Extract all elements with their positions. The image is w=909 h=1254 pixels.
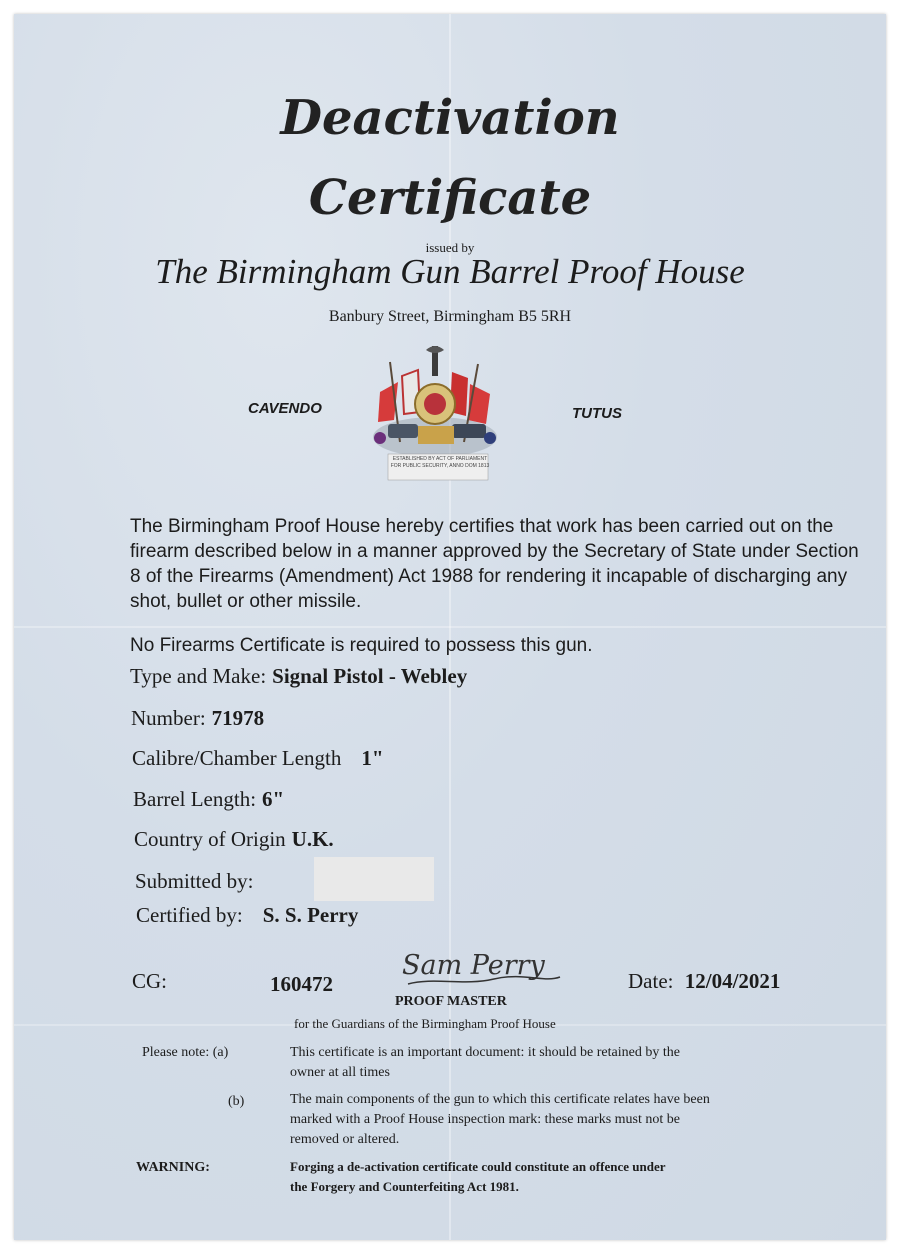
certified-by-field <box>136 903 358 928</box>
type-make-label: Type and Make: <box>130 664 267 688</box>
crest-banner-line: ESTABLISHED BY ACT OF PARLIAMENT <box>392 456 488 462</box>
warning-line: Forging a de-activation certificate could constitute an offence under <box>290 1159 666 1174</box>
fold-line-horizontal <box>14 626 886 628</box>
country-value: U.K. <box>291 827 334 851</box>
note-b-text <box>290 1090 710 1150</box>
submitted-by-field <box>135 869 253 894</box>
certified-by-label: Certified by: <box>136 903 243 927</box>
note-line: marked with a Proof House inspection mark: these marks must not be <box>290 1112 680 1127</box>
warning-label: WARNING: <box>136 1160 210 1175</box>
type-make-value: Signal Pistol - Webley <box>272 664 468 688</box>
note-line: removed or altered. <box>290 1132 400 1147</box>
submitted-by-label: Submitted by: <box>135 869 254 893</box>
certified-by-value: S. S. Perry <box>262 903 359 927</box>
guardians-text: for the Guardians of the Birmingham Proof House <box>294 1016 556 1031</box>
no-certificate-required-text: No Firearms Certificate is required to possess this gun. <box>130 635 593 656</box>
date-field <box>628 969 780 994</box>
crest-banner-line: FOR PUBLIC SECURITY, ANNO DOM 1813 <box>390 463 490 469</box>
number-value: 71978 <box>211 706 265 730</box>
number-field <box>131 706 264 731</box>
proof-house-address: Banbury Street, Birmingham B5 5RH <box>328 308 572 325</box>
certificate-sheet <box>14 14 886 1240</box>
note-line: This certificate is an important document: it should be retained by the <box>290 1045 680 1060</box>
date-label: Date: <box>628 969 674 993</box>
number-label: Number: <box>131 706 206 730</box>
warning-text <box>290 1157 665 1197</box>
calibre-value: 1" <box>361 746 384 770</box>
certification-statement: The Birmingham Proof House hereby certifies that work has been carried out on the firearm described below in a manner approved by the Secretary of State under Section 8 of the Firearms (Amendment) Act 1988 for rendering it incapable of discharging any shot, bullet or other missile. <box>130 516 859 612</box>
signature: Sam Perry <box>402 950 545 981</box>
title-line-1: Deactivation <box>280 90 620 146</box>
barrel-length-label: Barrel Length: <box>133 787 257 811</box>
country-label: Country of Origin <box>134 827 286 851</box>
note-b-label: (b) <box>228 1094 245 1109</box>
proof-house-name: The Birmingham Gun Barrel Proof House <box>155 252 745 291</box>
type-make-field <box>130 664 467 689</box>
barrel-length-value: 6" <box>262 787 285 811</box>
cg-value: 160472 <box>270 972 333 996</box>
note-line: The main components of the gun to which this certificate relates have been <box>290 1092 710 1107</box>
note-a-text <box>290 1043 680 1083</box>
signature-flourish-icon <box>404 974 564 988</box>
crest-motto-left: CAVENDO <box>248 400 322 417</box>
calibre-label: Calibre/Chamber Length <box>132 746 342 770</box>
cg-label: CG: <box>132 969 168 993</box>
title-line-2: Certificate <box>308 170 592 226</box>
proof-master-title: PROOF MASTER <box>395 994 507 1009</box>
date-value: 12/04/2021 <box>684 969 781 993</box>
barrel-length-field <box>133 787 284 812</box>
redaction-box <box>314 857 434 901</box>
country-field <box>134 827 334 852</box>
please-note-label: Please note: (a) <box>142 1045 229 1060</box>
warning-line: the Forgery and Counterfeiting Act 1981. <box>290 1179 519 1194</box>
crest-banner <box>390 456 490 470</box>
note-line: owner at all times <box>290 1065 390 1080</box>
issued-by-text: issued by <box>425 240 475 255</box>
calibre-field <box>132 746 384 771</box>
crest-motto-right: TUTUS <box>572 405 622 422</box>
